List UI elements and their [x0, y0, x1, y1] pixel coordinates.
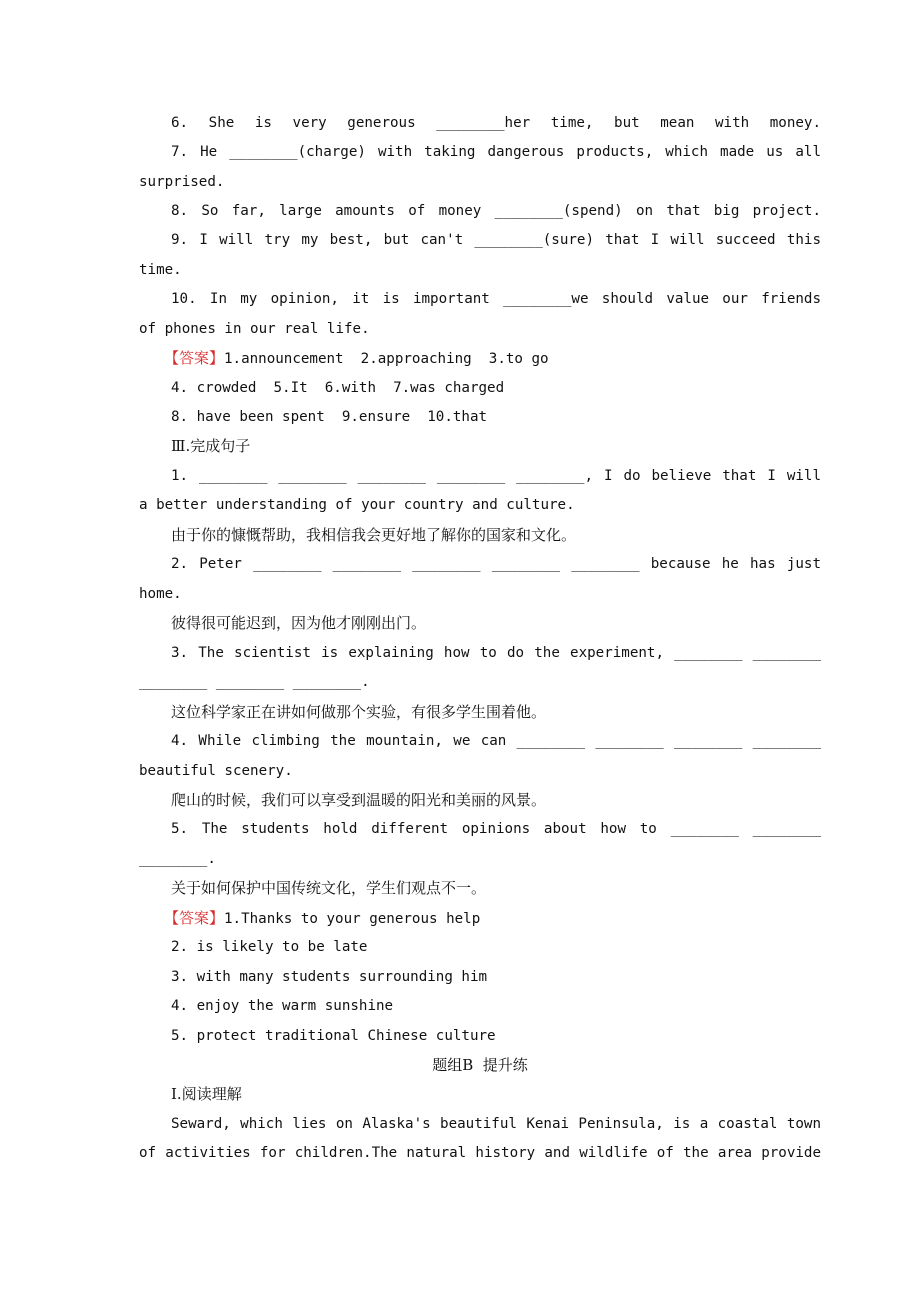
sentence-5-cont: ________. — [139, 851, 216, 867]
answers-1-line-1 — [164, 346, 814, 370]
sentence-1: 1. ________ ________ ________ ________ ________, I do believe that I will — [171, 468, 821, 484]
answers-2-line-3: 3. with many students surrounding him — [171, 969, 488, 985]
question-7-cont: surprised. — [139, 174, 225, 190]
sentence-1-chinese: 由于你的慷慨帮助，我相信我会更好地了解你的国家和文化。 — [171, 526, 577, 544]
question-6: 6. She is very generous ________her time, but mean with money. — [171, 115, 821, 131]
question-10: 10. In my opinion, it is important ________we should value our friends — [171, 291, 821, 307]
sentence-2-cont: home. — [139, 586, 182, 602]
answers-1-line-3: 8. have been spent 9.ensure 10.that — [171, 409, 488, 425]
answers-2-line-5: 5. protect traditional Chinese culture — [171, 1028, 496, 1044]
sentence-3-cont: ________ ________ ________. — [139, 674, 370, 690]
question-9-cont: time. — [139, 262, 182, 278]
sentence-4-chinese: 爬山的时候，我们可以享受到温暖的阳光和美丽的风景。 — [171, 791, 547, 809]
answers-2-line-1 — [164, 906, 814, 930]
sentence-5: 5. The students hold different opinions about how to ________ ________ — [171, 821, 821, 837]
sentence-4: 4. While climbing the mountain, we can ________ ________ ________ ________ — [171, 733, 821, 749]
question-8: 8. So far, large amounts of money ________(spend) on that big project. — [171, 203, 821, 219]
answer-label: 【答案】 — [164, 909, 225, 927]
sentence-3-chinese: 这位科学家正在讲如何做那个实验，有很多学生围着他。 — [171, 703, 547, 721]
group-b-title: 题组B 提升练 — [432, 1056, 528, 1074]
sentence-2: 2. Peter ________ ________ ________ ________ ________ because he has just — [171, 556, 821, 572]
reading-section-title: Ⅰ.阅读理解 — [171, 1085, 242, 1103]
sentence-4-cont: beautiful scenery. — [139, 763, 293, 779]
question-7: 7. He ________(charge) with taking dangerous products, which made us all — [171, 144, 821, 160]
passage-line-2: of activities for children.The natural history and wildlife of the area provide — [139, 1145, 821, 1161]
section-3-title: Ⅲ.完成句子 — [171, 437, 251, 455]
passage-line-1: Seward, which lies on Alaska's beautiful Kenai Peninsula, is a coastal town — [171, 1116, 821, 1132]
answers-2-text: 1.Thanks to your generous help — [224, 911, 481, 927]
answers-2-line-2: 2. is likely to be late — [171, 939, 368, 955]
sentence-2-chinese: 彼得很可能迟到，因为他才刚刚出门。 — [171, 614, 427, 632]
answer-label: 【答案】 — [164, 349, 225, 367]
sentence-3: 3. The scientist is explaining how to do the experiment, ________ ________ — [171, 645, 821, 661]
question-9: 9. I will try my best, but can't ________(sure) that I will succeed this — [171, 232, 821, 248]
answers-1-line-2: 4. crowded 5.It 6.with 7.was charged — [171, 380, 505, 396]
sentence-5-chinese: 关于如何保护中国传统文化，学生们观点不一。 — [171, 879, 487, 897]
question-10-cont: of phones in our real life. — [139, 321, 370, 337]
sentence-1-cont: a better understanding of your country and culture. — [139, 497, 575, 513]
answers-2-line-4: 4. enjoy the warm sunshine — [171, 998, 394, 1014]
answers-1-text: 1.announcement 2.approaching 3.to go — [224, 351, 549, 367]
